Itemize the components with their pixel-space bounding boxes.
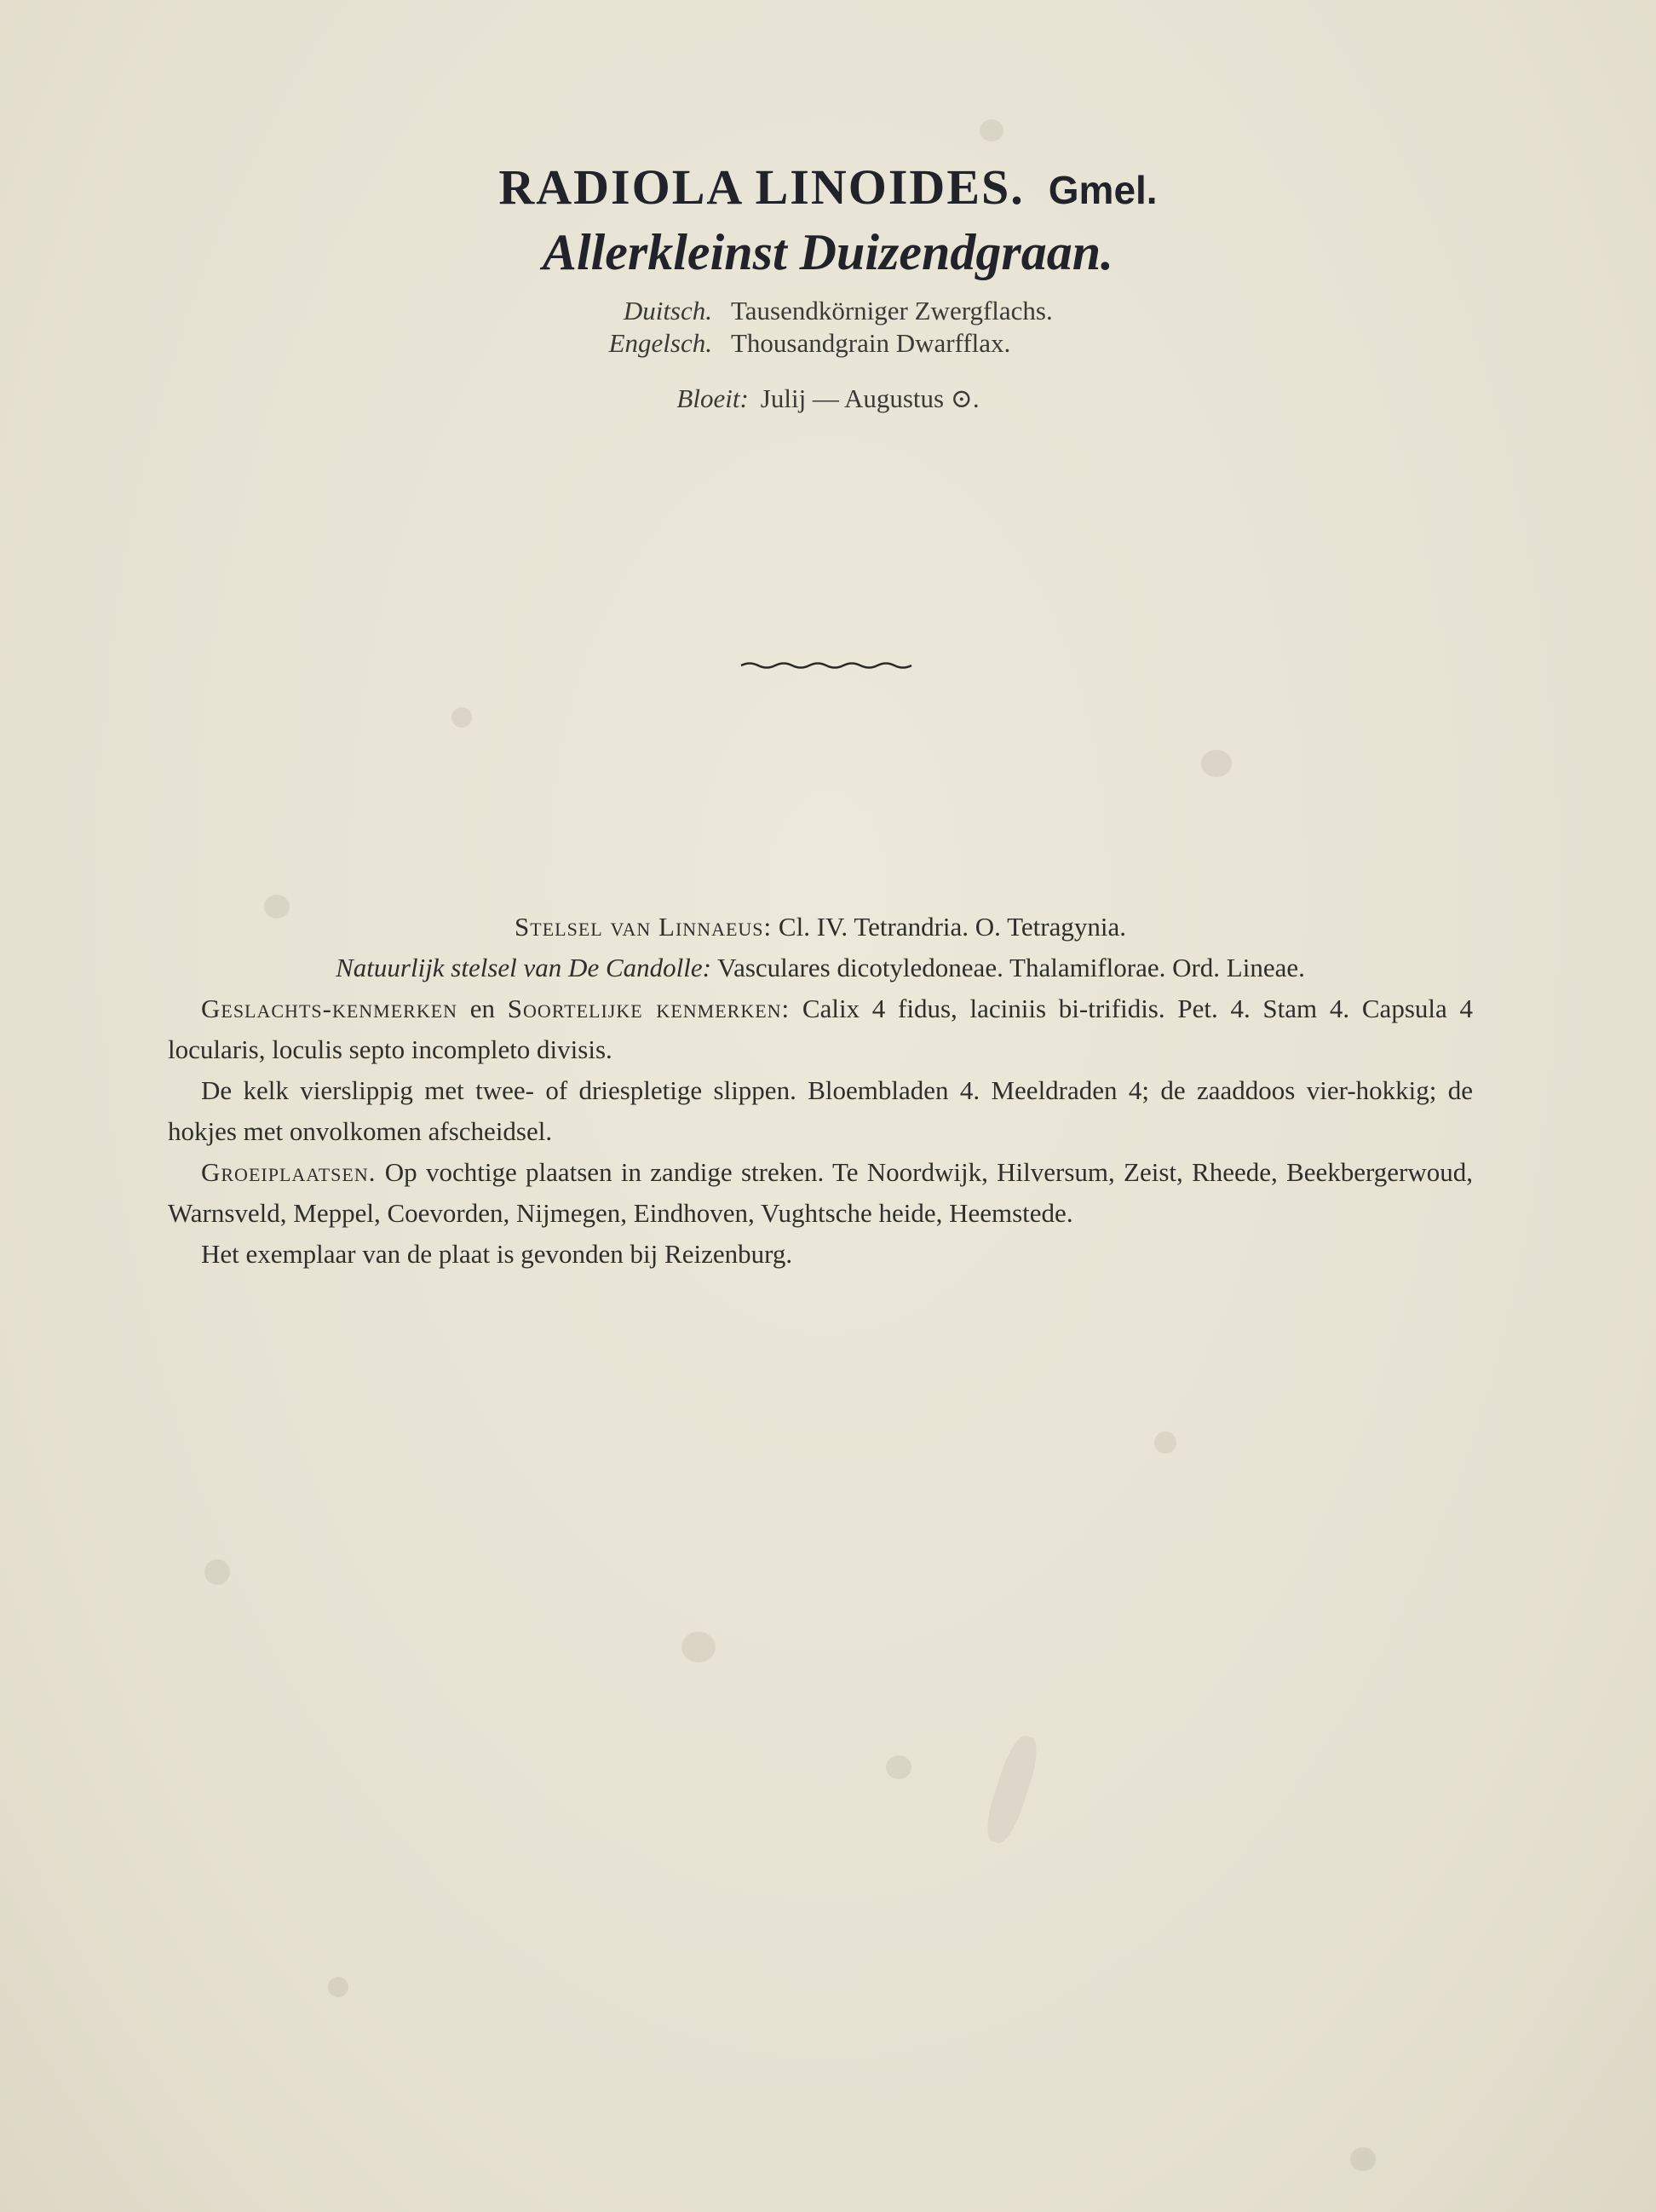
latin-name: RADIOLA LINOIDES. (498, 159, 1025, 215)
paper-spot (980, 119, 1003, 141)
paper-spot (1350, 2147, 1376, 2171)
candolle-line (168, 948, 1473, 988)
linnaeus-text: Cl. IV. Tetrandria. O. Tetragynia. (778, 912, 1126, 942)
kenmerken-text: Calix 4 fidus, laciniis bi-trifidis. Pet. 4. Stam 4. Capsula 4 locularis, loculis septo incompleto divisis. (168, 994, 1473, 1064)
paper-spot (1201, 750, 1232, 777)
name-row-english (562, 327, 1053, 360)
paper-spot (451, 707, 472, 728)
name-row-german (562, 295, 1053, 327)
author-abbreviation: Gmel. (1048, 168, 1158, 212)
kenmerken-paragraph (168, 988, 1473, 1070)
paper-spot (681, 1632, 716, 1662)
flowering-label: Bloeit: (676, 383, 749, 413)
linnaeus-line (168, 907, 1473, 948)
candolle-text: Vasculares dicotyledoneae. Thalamiflorae. Ord. Lineae. (717, 953, 1305, 982)
decorative-divider (739, 658, 913, 671)
paper-spot (886, 1755, 911, 1779)
kenmerken-label: Soortelijke kenmerken: (507, 994, 791, 1023)
dutch-name: Allerkleinst Duizendgraan. (542, 224, 1114, 280)
vernacular-name: Thousandgrain Dwarfflax. (731, 328, 1011, 358)
paper-stain (980, 1732, 1044, 1847)
groeiplaatsen-text: Op vochtige plaatsen in zandige streken. Te Noordwijk, Hilversum, Zeist, Rheede, Beekbergerwoud, Warnsveld, Meppel, Coevorden, Nijmegen, Eindhoven, Vughtsche heide, Heemstede. (168, 1157, 1474, 1228)
flowering-period (0, 383, 1656, 414)
description-body (168, 907, 1473, 1275)
kenmerken-label: Geslachts-kenmerken (201, 994, 458, 1023)
flowering-value: Julij — Augustus ⊙. (760, 383, 980, 413)
kenmerken-conjunction: en (469, 994, 496, 1023)
paper-spot (328, 1977, 348, 1997)
vernacular-name: Tausendkörniger Zwergflachs. (731, 296, 1053, 325)
paper-spot (1154, 1431, 1176, 1454)
kelk-paragraph: De kelk vierslippig met twee- of driespletige slippen. Bloembladen 4. Meeldraden 4; de zaaddoos vier-hokkig; de hokjes met onvolkomen afscheidsel. (168, 1075, 1473, 1146)
candolle-label: Natuurlijk stelsel van De Candolle: (336, 953, 711, 982)
exemplaar-paragraph: Het exemplaar van de plaat is gevonden bij Reizenburg. (201, 1239, 793, 1269)
language-label: Engelsch. (608, 328, 712, 358)
groeiplaatsen-label: Groeiplaatsen. (201, 1157, 377, 1187)
species-title (0, 158, 1656, 216)
linnaeus-label: Stelsel van Linnaeus: (515, 912, 773, 942)
paper-spot (204, 1559, 230, 1585)
language-label: Duitsch. (623, 296, 712, 325)
groeiplaatsen-paragraph (168, 1152, 1473, 1234)
vernacular-names (562, 295, 1053, 360)
